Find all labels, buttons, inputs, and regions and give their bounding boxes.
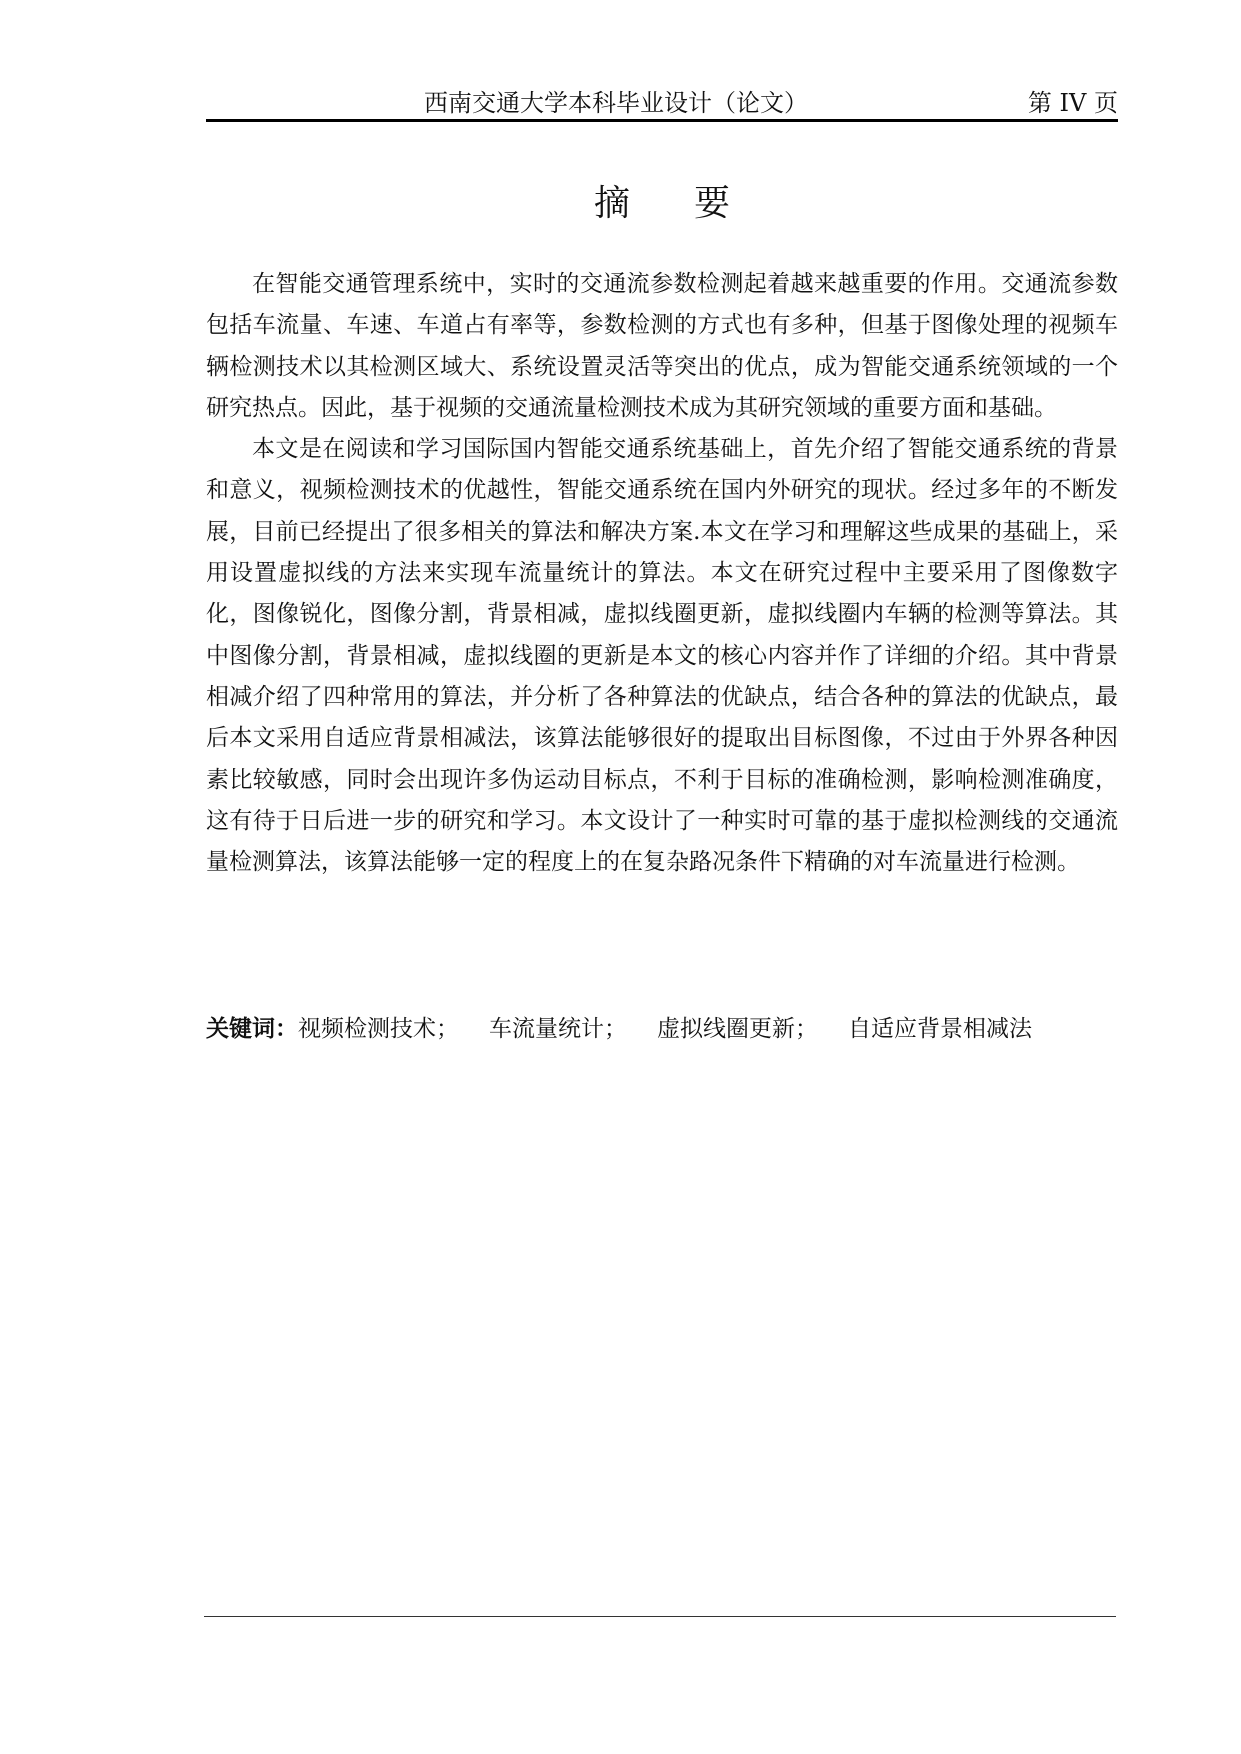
keywords-label: 关键词： (206, 1016, 298, 1042)
header-rule (206, 119, 1118, 122)
page-header (206, 84, 1118, 122)
abstract-paragraph-1: 在智能交通管理系统中，实时的交通流参数检测起着越来越重要的作用。交通流参数包括车流量、车速、车道占有率等，参数检测的方式也有多种，但基于图像处理的视频车辆检测技术以其检测区域大、系统设置灵活等突出的优点，成为智能交通系统领域的一个研究热点。因此，基于视频的交通流量检测技术成为其研究领域的重要方面和基础。 (206, 271, 1118, 421)
keyword-item: 虚拟线圈更新； (657, 1016, 818, 1042)
header-page-number: 第 IV 页 (1027, 89, 1118, 117)
abstract-paragraph-2: 本文是在阅读和学习国际国内智能交通系统基础上，首先介绍了智能交通系统的背景和意义，视频检测技术的优越性，智能交通系统在国内外研究的现状。经过多年的不断发展，目前已经提出了很多相关的算法和解决方案.本文在学习和理解这些成果的基础上，采用设置虚拟线的方法来实现车流量统计的算法。本文在研究过程中主要采用了图像数字化，图像锐化，图像分割，背景相减，虚拟线圈更新，虚拟线圈内车辆的检测等算法。其中图像分割，背景相减，虚拟线圈的更新是本文的核心内容并作了详细的介绍。其中背景相减介绍了四种常用的算法，并分析了各种算法的优缺点，结合各种的算法的优缺点，最后本文采用自适应背景相减法，该算法能够很好的提取出目标图像，不过由于外界各种因素比较敏感，同时会出现许多伪运动目标点，不利于目标的准确检测，影响检测准确度，这有待于日后进一步的研究和学习。本文设计了一种实时可靠的基于虚拟检测线的交通流量检测算法，该算法能够一定的程度上的在复杂路况条件下精确的对车流量进行检测。 (206, 436, 1118, 876)
keyword-item: 视频检测技术； (298, 1016, 459, 1042)
abstract-body (206, 264, 1118, 883)
keyword-item: 车流量统计； (489, 1016, 627, 1042)
footer-rule (204, 1616, 1116, 1617)
abstract-title: 摘要 (593, 183, 794, 224)
keyword-item: 自适应背景相减法 (848, 1016, 1032, 1042)
keywords-line (206, 1009, 1118, 1049)
header-title: 西南交通大学本科毕业设计（论文） (424, 89, 808, 117)
